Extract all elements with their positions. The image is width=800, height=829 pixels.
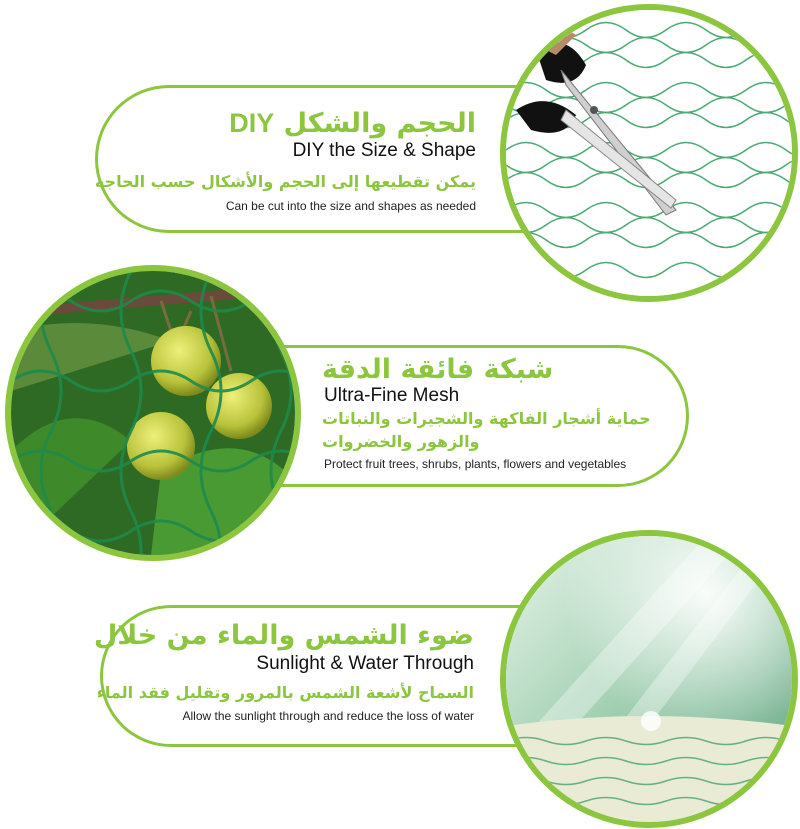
feature-2-arabic-title: شبكة فائقة الدقة [322,354,554,385]
feature-2-arabic-description-line2: والزهور والخضروات [322,432,480,451]
feature-1-diy-label: DIY [229,108,275,138]
feature-3-arabic-description: السماح لأشعة الشمس بالمرور وتقليل فقد الماء [96,683,474,702]
feature-1-arabic-description: يمكن تقطيعها إلى الحجم والأشكال حسب الحاجة [94,172,476,191]
feature-1-english-description: Can be cut into the size and shapes as needed [225,199,476,213]
cherries-net-illustration [11,271,295,555]
scissors-net-illustration [506,10,792,296]
feature-1-arabic-title: الحجم والشكل DIY [229,108,476,139]
feature-3-image [500,530,798,828]
feature-3-english-title: Sunlight & Water Through [256,653,474,674]
feature-1-image [500,4,798,302]
feature-3-arabic-title: ضوء الشمس والماء من خلال [93,620,474,651]
sunlight-net-illustration [506,536,792,822]
feature-2-english-description: Protect fruit trees, shrubs, plants, flowers and vegetables [324,457,627,471]
feature-2-arabic-description-line1: حماية أشجار الفاكهة والشجيرات والنباتات [322,409,651,428]
feature-2-image [5,265,301,561]
feature-1-english-title: DIY the Size & Shape [292,140,476,161]
feature-2-english-title: Ultra-Fine Mesh [324,385,460,406]
feature-3-english-description: Allow the sunlight through and reduce the loss of water [182,709,474,723]
